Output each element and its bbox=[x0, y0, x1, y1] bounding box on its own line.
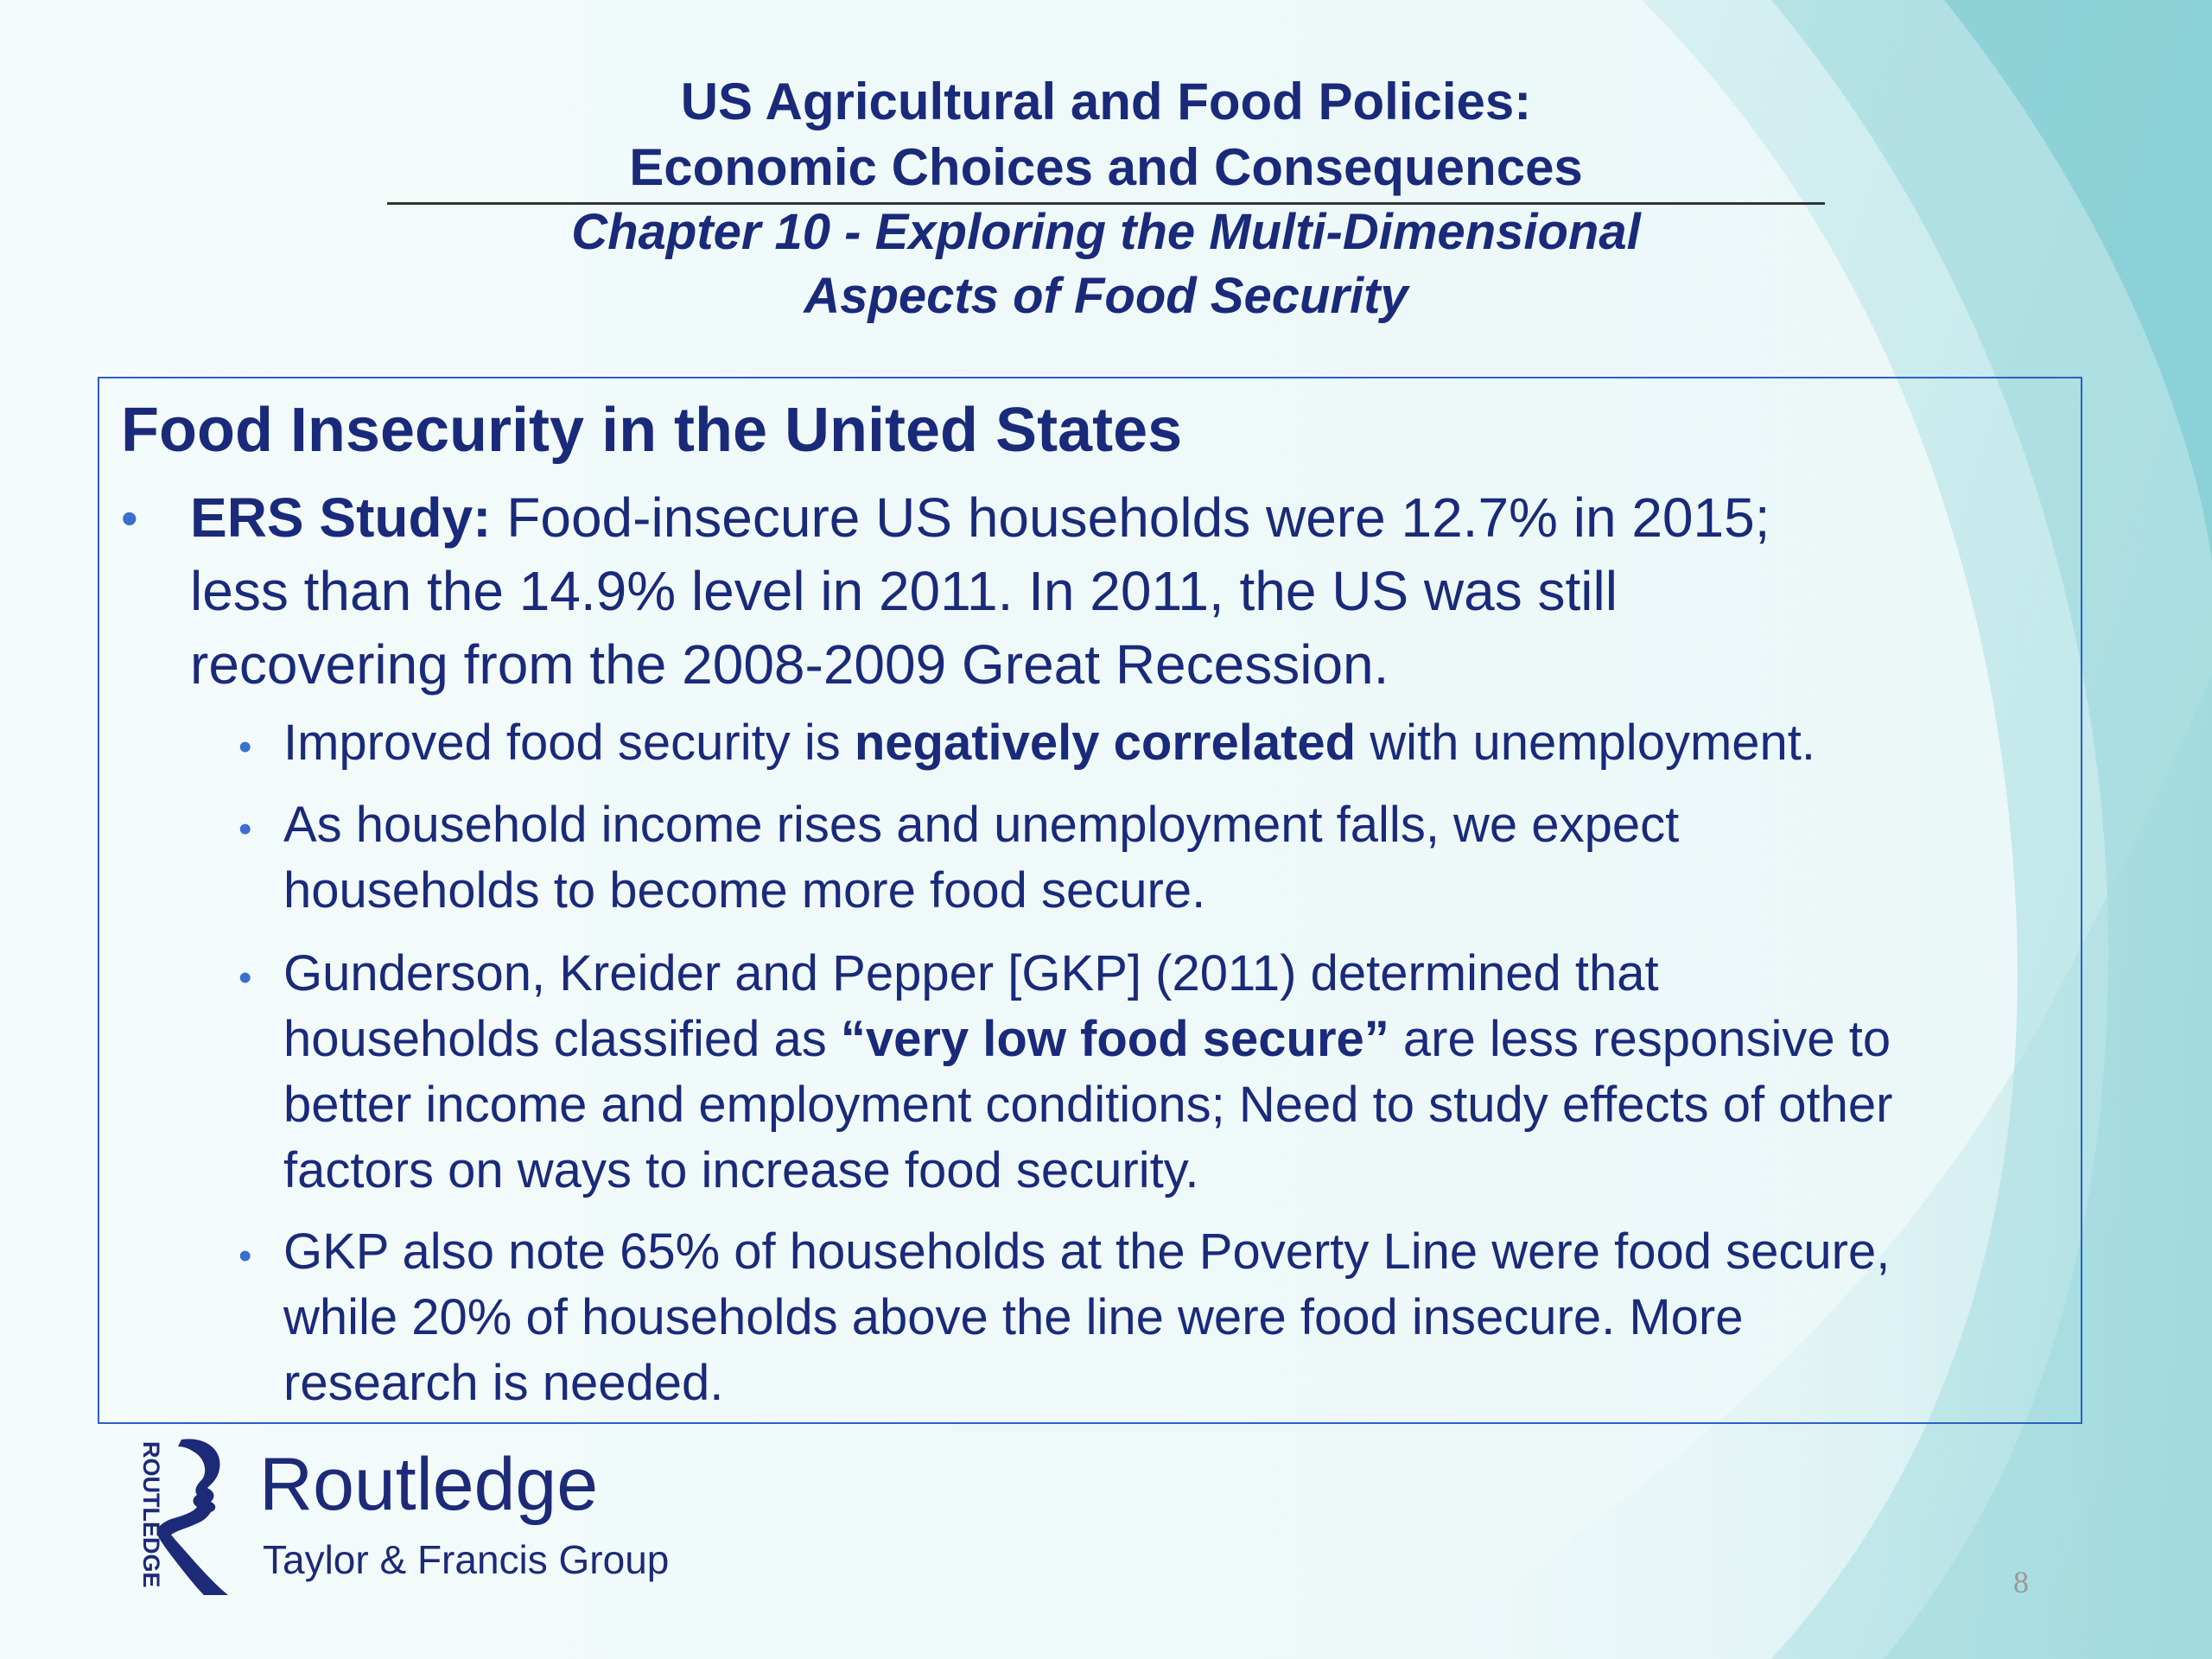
sub-bullet-3-post: are less responsive to bbox=[1389, 1011, 1891, 1067]
chapter-title-line-1: Chapter 10 - Exploring the Multi-Dimensional bbox=[571, 204, 1641, 260]
main-bullet-lead: ERS Study: bbox=[190, 486, 492, 549]
sub-bullet-2-line-2: households to become more food secure. bbox=[283, 862, 1206, 918]
sub-bullet-2-line-1: As household income rises and unemployment falls, we expect bbox=[283, 797, 1680, 853]
sub-bullet-icon: • bbox=[238, 808, 252, 850]
sub-bullet-4-line-3: research is needed. bbox=[283, 1355, 724, 1411]
book-title-line-2: Economic Choices and Consequences bbox=[629, 138, 1583, 196]
sub-bullet-1-pre: Improved food security is bbox=[283, 715, 855, 771]
main-bullet-line-3: recovering from the 2008-2009 Great Recession. bbox=[190, 633, 1389, 696]
bullet-icon: • bbox=[121, 491, 138, 545]
routledge-logo-icon bbox=[121, 1434, 251, 1599]
brand-group: Taylor & Francis Group bbox=[263, 1537, 670, 1582]
main-bullet-line-2: less than the 14.9% level in 2011. In 2011, the US was still bbox=[190, 560, 1618, 622]
sub-bullet-icon: • bbox=[238, 1235, 252, 1277]
content-heading: Food Insecurity in the United States bbox=[121, 396, 1183, 465]
sub-bullet-1-bold: negatively correlated bbox=[854, 715, 1357, 771]
page-number: 8 bbox=[2013, 1565, 2029, 1599]
sub-bullet-3-line-2 bbox=[283, 1007, 2076, 1073]
sub-bullet-icon: • bbox=[238, 957, 252, 999]
sub-bullet-3-line-4: factors on ways to increase food security. bbox=[283, 1142, 1199, 1198]
sub-bullet-icon: • bbox=[238, 726, 252, 768]
chapter-title-line-2: Aspects of Food Security bbox=[804, 268, 1408, 324]
main-bullet-line-1 bbox=[190, 481, 2048, 555]
book-title-line-1: US Agricultural and Food Policies: bbox=[680, 73, 1532, 130]
sub-bullet-4-line-2: while 20% of households above the line were food insecure. More bbox=[283, 1289, 1744, 1345]
brand-name: Routledge bbox=[259, 1443, 599, 1526]
sub-bullet-3-bold: “very low food secure” bbox=[840, 1011, 1389, 1067]
sub-bullet-3-pre: households classified as bbox=[283, 1011, 841, 1067]
sub-bullet-3-line-1: Gunderson, Kreider and Pepper [GKP] (2011) determined that bbox=[283, 945, 1659, 1001]
sub-bullet-3-line-3: better income and employment conditions; Need to study effects of other bbox=[283, 1077, 1893, 1133]
main-bullet-text: Food-insecure US households were 12.7% in 2015; bbox=[491, 486, 1770, 549]
logo-vertical-text: ROUTLEDGE bbox=[138, 1441, 164, 1588]
sub-bullet-1 bbox=[283, 710, 2076, 777]
sub-bullet-4-line-1: GKP also note 65% of households at the Poverty Line were food secure, bbox=[283, 1224, 1891, 1280]
sub-bullet-1-post: with unemployment. bbox=[1356, 715, 1816, 771]
